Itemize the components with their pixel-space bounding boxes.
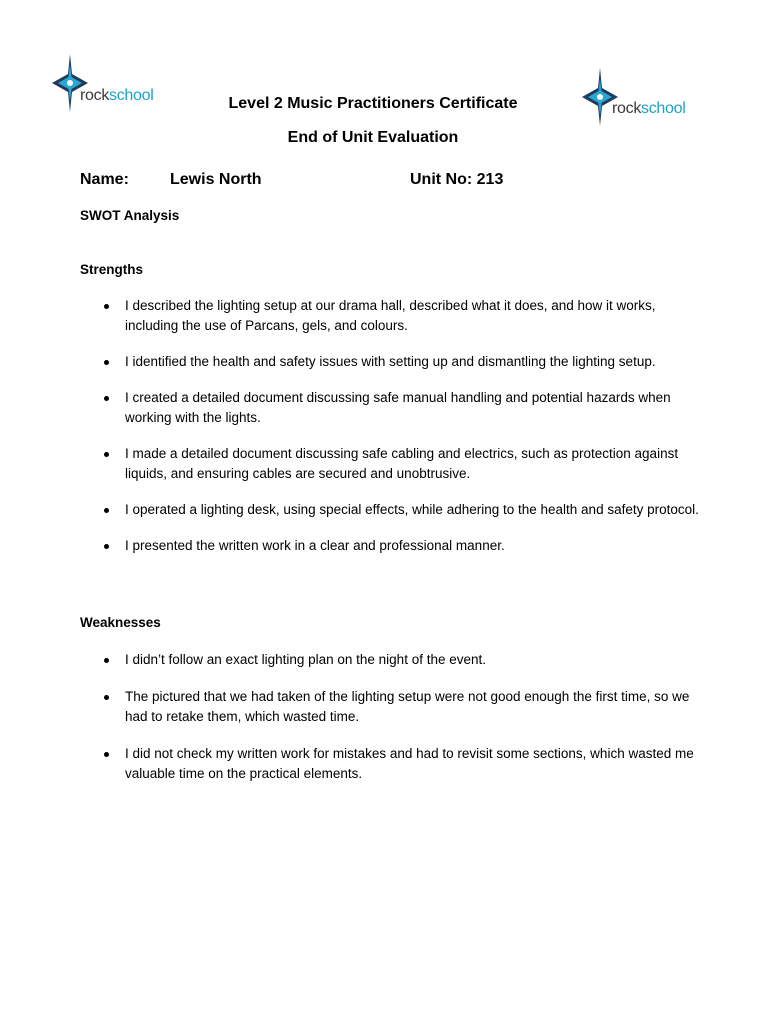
logo-wordmark: rockschool (80, 87, 154, 104)
strengths-heading: Strengths (80, 262, 144, 277)
swot-heading: SWOT Analysis (80, 208, 180, 223)
weakness-item: I didn’t follow an exact lighting plan on the night of the event. (80, 650, 700, 670)
strength-item: I described the lighting setup at our drama hall, described what it does, and how it works, including the use of Parcans, gels, and colours. (80, 296, 700, 336)
strength-item: I made a detailed document discussing safe cabling and electrics, such as protection against liquids, and ensuring cables are secured and unobtrusive. (80, 444, 700, 484)
unit-number: Unit No: 213 (410, 171, 504, 188)
strength-item: I created a detailed document discussing safe manual handling and potential hazards when working with the lights. (80, 388, 700, 428)
weaknesses-list (80, 650, 700, 801)
weaknesses-heading: Weaknesses (80, 615, 161, 630)
logo-wordmark: rockschool (612, 100, 686, 117)
document-title: Level 2 Music Practitioners Certificate (228, 95, 518, 112)
weakness-item: The pictured that we had taken of the lighting setup were not good enough the first time, so we had to retake them, which wasted time. (80, 687, 700, 727)
strength-item: I operated a lighting desk, using special effects, while adhering to the health and safety protocol. (80, 500, 700, 520)
strength-item: I presented the written work in a clear and professional manner. (80, 536, 700, 556)
strengths-list (80, 296, 700, 572)
name-label: Name: (80, 171, 129, 188)
name-value: Lewis North (170, 171, 262, 188)
weakness-item: I did not check my written work for mistakes and had to revisit some sections, which wasted me valuable time on the practical elements. (80, 744, 700, 784)
document-subtitle: End of Unit Evaluation (287, 129, 459, 146)
strength-item: I identified the health and safety issues with setting up and dismantling the lighting setup. (80, 352, 700, 372)
